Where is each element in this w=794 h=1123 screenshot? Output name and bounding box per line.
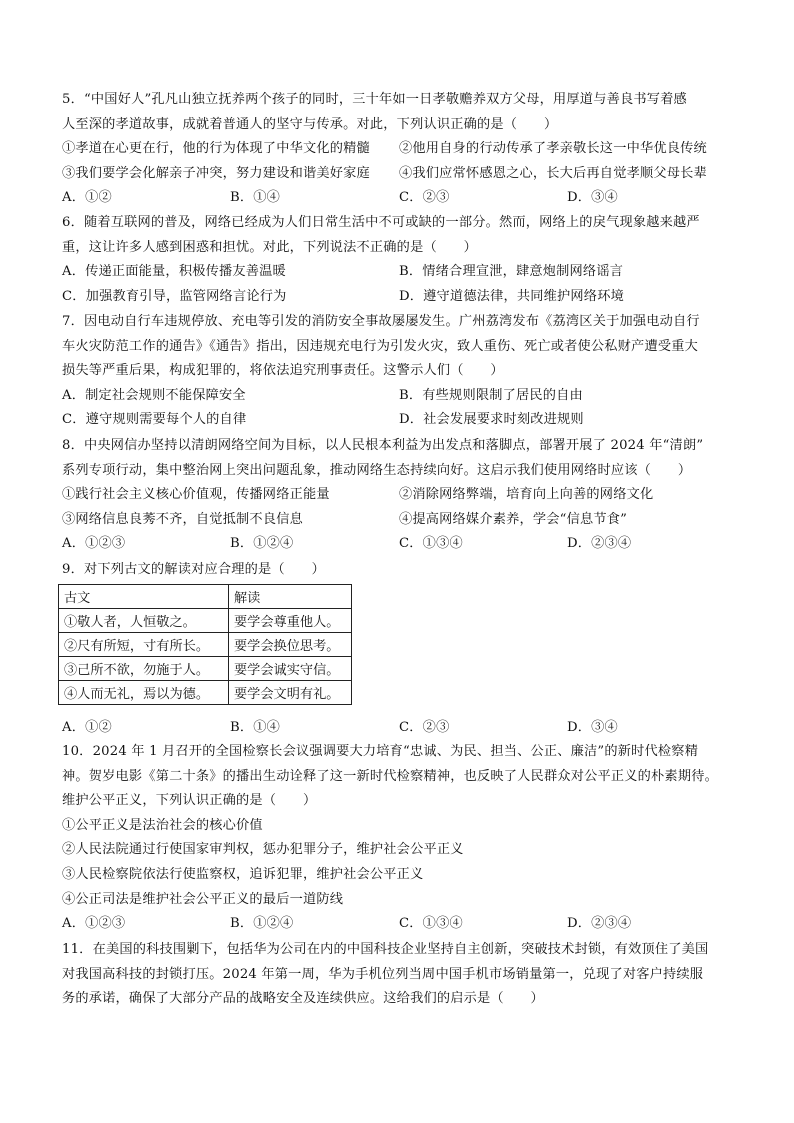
q10-stem-line-2: 神。贺岁电影《第二十条》的播出生动诠释了这一新时代检察精神，也反映了人民群众对公平正义的朴素期待。 <box>62 768 718 784</box>
q5-statement-1: ①孝道在心更在行，他的行为体现了中华文化的精髓 <box>62 141 370 157</box>
q8-stem-line-2: 系列专项行动，集中整治网上突出问题乱象，推动网络生态持续向好。这启示我们使用网络时应该（ ） <box>62 462 692 478</box>
question-10 <box>62 740 732 937</box>
q8-stem-line-1: 8．中央网信办坚持以清朗网络空间为目标，以人民根本利益为出发点和落脚点，部署开展了 2024 年“清朗” <box>62 438 704 453</box>
question-8 <box>62 434 732 557</box>
q7-option-c: C．遵守规则需要每个人的自律 <box>62 412 247 428</box>
q5-option-c: C．②③ <box>399 190 450 206</box>
q8-option-d: D．②③④ <box>567 536 632 552</box>
q8-option-b: B．①②④ <box>230 536 294 552</box>
q8-option-c: C．①③④ <box>399 536 463 552</box>
q10-option-c: C．①③④ <box>399 916 463 932</box>
q7-option-b: B．有些规则限制了居民的自由 <box>399 387 583 403</box>
q9-option-c: C．②③ <box>399 720 450 735</box>
q10-option-d: D．②③④ <box>567 916 632 932</box>
q8-statement-4: ④提高网络媒介素养，学会“信息节食” <box>399 511 628 527</box>
table-cell-interpretation: 要学会诚实守信。 <box>229 657 352 681</box>
question-9 <box>62 558 732 583</box>
q10-stem-line-3: 维护公平正义，下列认识正确的是（ ） <box>62 793 317 809</box>
q5-stem-line-1: 5．“中国好人”孔凡山独立抚养两个孩子的同时，三十年如一日孝敬赡养双方父母，用厚道与善良书写着感 <box>62 92 687 107</box>
q7-option-a: A．制定社会规则不能保障安全 <box>62 387 246 403</box>
table-cell-text: ②尺有所短，寸有所长。 <box>59 633 229 657</box>
table-header-cell: 古文 <box>59 585 229 609</box>
q11-stem-line-2: 对我国高科技的封锁打压。2024 年第一周，华为手机位列当周中国手机市场销量第一，兑现了对客户持续服 <box>62 966 704 982</box>
q10-statement-4: ④公正司法是维护社会公平正义的最后一道防线 <box>62 891 344 907</box>
q8-statement-2: ②消除网络弊端，培育向上向善的网络文化 <box>399 487 654 503</box>
q5-option-a: A．①② <box>62 190 112 206</box>
table-cell-text: ④人而无礼，焉以为德。 <box>59 681 229 705</box>
table-header-cell: 解读 <box>229 585 352 609</box>
table-row <box>59 681 352 705</box>
classical-text-table <box>58 584 352 705</box>
table-cell-interpretation: 要学会文明有礼。 <box>229 681 352 705</box>
q10-option-b: B．①②④ <box>230 916 294 932</box>
q10-statement-3: ③人民检察院依法行使监察权，追诉犯罪，维护社会公平正义 <box>62 866 424 882</box>
question-7 <box>62 310 732 433</box>
q10-statement-1: ①公平正义是法治社会的核心价值 <box>62 817 263 833</box>
q9-option-b: B．①④ <box>230 720 281 735</box>
q6-stem-line-2: 重，这让许多人感到困惑和担忧。对此，下列说法不正确的是（ ） <box>62 239 478 255</box>
q11-stem-line-3: 务的承诺，确保了大部分产品的战略安全及连续供应。这给我们的启示是（ ） <box>62 991 544 1007</box>
q5-statement-4: ④我们应常怀感恩之心，长大后再自觉孝顺父母长辈 <box>399 165 707 181</box>
q9-stem: 9．对下列古文的解读对应合理的是（ ） <box>62 562 325 577</box>
question-5 <box>62 88 732 211</box>
q6-stem-line-1: 6．随着互联网的普及，网络已经成为人们日常生活中不可或缺的一部分。然而，网络上的戾气现象越来越严 <box>62 215 700 230</box>
q9-option-d: D．③④ <box>567 720 618 735</box>
q5-statement-2: ②他用自身的行动传承了孝亲敬长这一中华优良传统 <box>399 141 707 157</box>
q6-option-d: D．遵守道德法律，共同维护网络环境 <box>399 288 624 304</box>
question-6 <box>62 211 732 309</box>
table-cell-interpretation: 要学会换位思考。 <box>229 633 352 657</box>
q5-option-b: B．①④ <box>230 190 281 206</box>
q7-stem-line-1: 7．因电动自行车违规停放、充电等引发的消防安全事故屡屡发生。广州荔湾发布《荔湾区关于加强电动自行 <box>62 314 700 329</box>
table-cell-text: ③己所不欲，勿施于人。 <box>59 657 229 681</box>
q5-stem-line-2: 人至深的孝道故事，成就着普通人的坚守与传承。对此，下列认识正确的是（ ） <box>62 116 558 132</box>
q6-option-b: B．情绪合理宣泄，肆意炮制网络谣言 <box>399 264 624 280</box>
q8-option-a: A．①②③ <box>62 536 126 552</box>
q10-statement-2: ②人民法院通过行使国家审判权，惩办犯罪分子，维护社会公平正义 <box>62 842 464 858</box>
q6-option-a: A．传递正面能量，积极传播友善温暖 <box>62 264 286 280</box>
table-row <box>59 633 352 657</box>
q7-option-d: D．社会发展要求时刻改进规则 <box>399 412 584 428</box>
question-11 <box>62 938 732 1012</box>
table-cell-text: ①敬人者，人恒敬之。 <box>59 609 229 633</box>
table-header-row <box>59 585 352 609</box>
q6-option-c: C．加强教育引导，监管网络言论行为 <box>62 288 287 304</box>
q5-option-d: D．③④ <box>567 190 618 206</box>
table-row <box>59 657 352 681</box>
q7-stem-line-3: 损失等严重后果，构成犯罪的，将依法追究刑事责任。这警示人们（ ） <box>62 363 504 379</box>
q10-stem-line-1: 10．2024 年 1 月召开的全国检察长会议强调要大力培育“忠诚、为民、担当、公正、廉洁”的新时代检察精 <box>62 744 699 759</box>
q9-option-a: A．①② <box>62 720 112 735</box>
table-row <box>59 609 352 633</box>
q8-statement-3: ③网络信息良莠不齐，自觉抵制不良信息 <box>62 511 303 527</box>
q7-stem-line-2: 车火灾防范工作的通告》《通告》指出，因违规充电行为引发火灾，致人重伤、死亡或者使公私财产遭受重大 <box>62 338 698 354</box>
question-9-options <box>62 716 732 741</box>
table-cell-interpretation: 要学会尊重他人。 <box>229 609 352 633</box>
q8-statement-1: ①践行社会主义核心价值观，传播网络正能量 <box>62 487 330 503</box>
q10-option-a: A．①②③ <box>62 916 126 932</box>
q11-stem-line-1: 11．在美国的科技围剿下，包括华为公司在内的中国科技企业坚持自主创新，突破技术封锁，有效顶住了美国 <box>62 942 709 957</box>
q5-statement-3: ③我们要学会化解亲子冲突，努力建设和谐美好家庭 <box>62 165 370 181</box>
